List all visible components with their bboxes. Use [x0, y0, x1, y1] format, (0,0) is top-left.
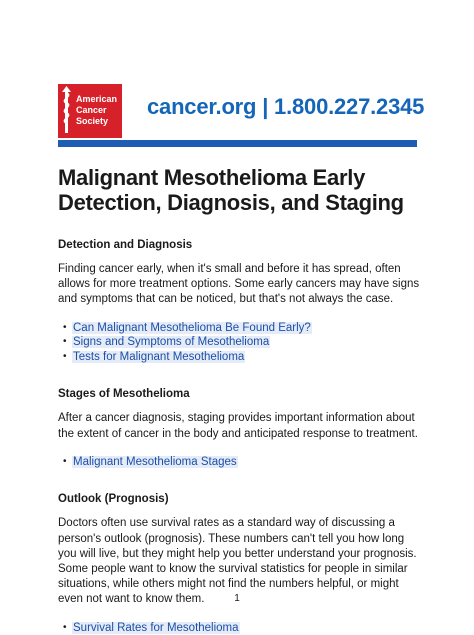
- link-list: [58, 455, 420, 470]
- section-heading: Stages of Mesothelioma: [58, 388, 190, 401]
- logo-text-american: American: [76, 94, 118, 104]
- page-number: 1: [234, 593, 240, 604]
- section-paragraph: Finding cancer early, when it's small and before it has spread, often allows for more treatment options. Some early cancers may have signs and symptoms that can be noticed, but that's not always the case.: [58, 263, 420, 306]
- section-paragraph: After a cancer diagnosis, staging provides important information about the extent of cancer in the body and anticipated response to treatment.: [58, 412, 418, 440]
- bullet-icon: •: [63, 455, 67, 467]
- bullet-icon: •: [63, 350, 67, 362]
- link-survival-rates[interactable]: Survival Rates for Mesothelioma: [73, 621, 239, 634]
- logo-text-society: Society: [76, 116, 109, 126]
- header-divider: [58, 140, 417, 147]
- list-item: [63, 321, 420, 336]
- list-item: [63, 621, 420, 635]
- list-item: [63, 455, 420, 470]
- section-paragraph: Doctors often use survival rates as a standard way of discussing a person's outlook (prognosis). These numbers can't tell you how long you will live, but they might help you better understand your prognosis. Some people want to know the survival statistics for people in similar situations, while others might not find the numbers helpful, or might even not want to know them.: [58, 517, 417, 606]
- bullet-icon: •: [63, 621, 67, 633]
- bullet-icon: •: [63, 321, 67, 333]
- list-item: [63, 335, 420, 350]
- american-cancer-society-logo[interactable]: [58, 84, 122, 138]
- section-heading: Detection and Diagnosis: [58, 239, 193, 251]
- contact-info[interactable]: cancer.org | 1.800.227.2345: [147, 94, 425, 119]
- logo-text-cancer: Cancer: [76, 105, 107, 115]
- page-title: Malignant Mesothelioma Early Detection, Diagnosis, and Staging: [58, 165, 404, 215]
- list-item: [63, 350, 420, 365]
- document-content: [58, 165, 420, 635]
- bullet-icon: •: [63, 336, 67, 348]
- link-tests[interactable]: Tests for Malignant Mesothelioma: [73, 350, 245, 363]
- link-list: [58, 321, 420, 365]
- section-heading: Outlook (Prognosis): [58, 493, 169, 506]
- link-list: [58, 621, 420, 635]
- link-signs-symptoms[interactable]: Signs and Symptoms of Mesothelioma: [73, 336, 270, 349]
- link-found-early[interactable]: Can Malignant Mesothelioma Be Found Early?: [73, 321, 311, 334]
- link-stages[interactable]: Malignant Mesothelioma Stages: [73, 455, 237, 468]
